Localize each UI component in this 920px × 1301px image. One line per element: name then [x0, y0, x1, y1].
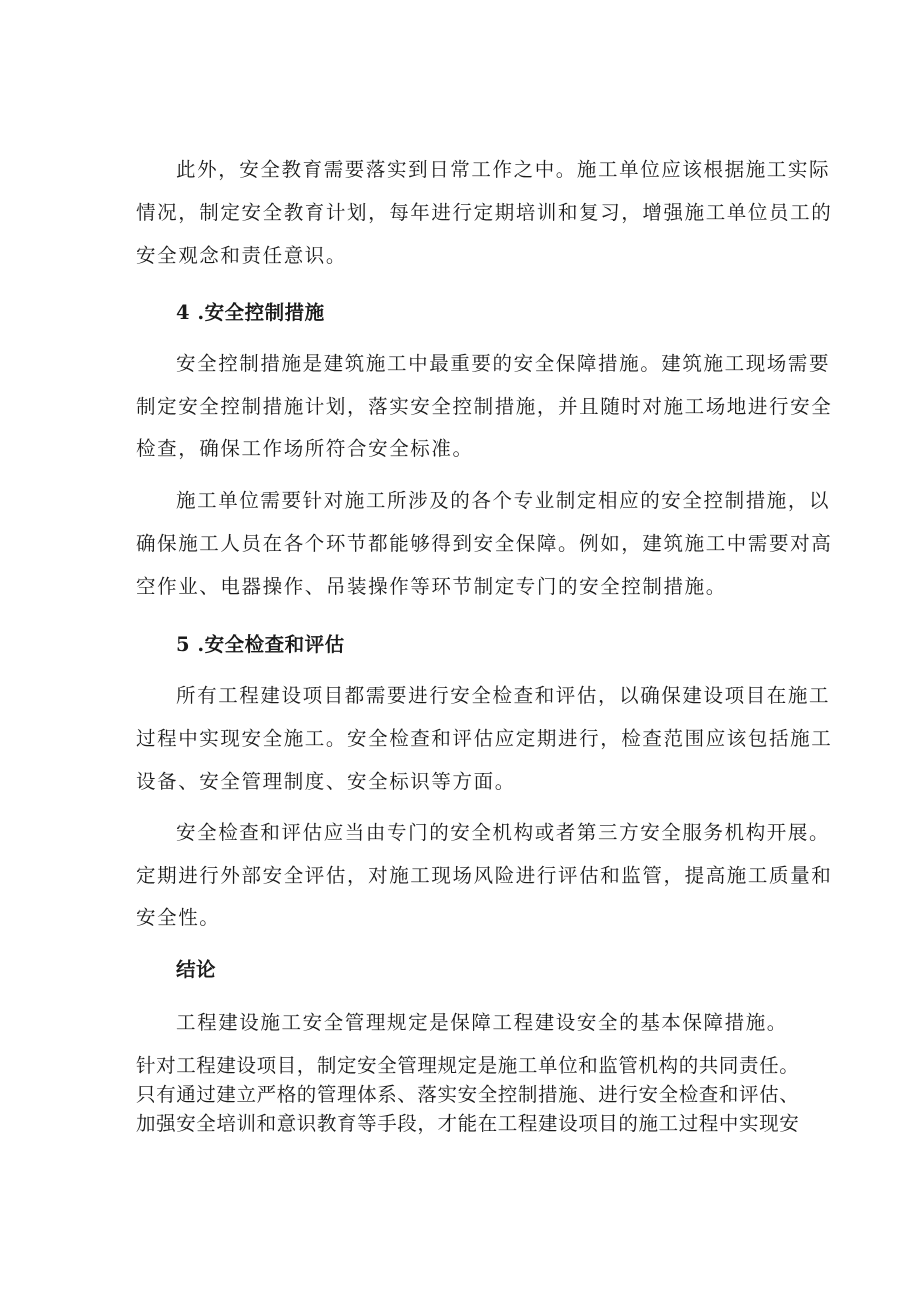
- paragraph-1-line-1: 此外，安全教育需要落实到日常工作之中。施工单位应该根据施工实际: [176, 158, 831, 181]
- paragraph-7-line-2: 只有通过建立严格的管理体系、落实安全控制措施、进行安全检查和评估、: [136, 1083, 800, 1106]
- paragraph-2-line-3: 检查，确保工作场所符合安全标准。: [136, 437, 474, 460]
- paragraph-2-line-1: 安全控制措施是建筑施工中最重要的安全保障措施。建筑施工现场需要: [176, 352, 831, 375]
- section-heading-5: 5 .安全检查和评估: [176, 633, 345, 656]
- paragraph-3-line-3: 空作业、电器操作、吊装操作等环节制定专门的安全控制措施。: [136, 575, 727, 598]
- conclusion-heading: 结论: [176, 958, 217, 981]
- paragraph-4-line-2: 过程中实现安全施工。安全检查和评估应定期进行，检查范围应该包括施工: [136, 727, 833, 750]
- section-heading-4: 4 .安全控制措施: [176, 301, 325, 324]
- paragraph-7-line-3: 加强安全培训和意识教育等手段，才能在工程建设项目的施工过程中实现安: [136, 1112, 800, 1135]
- paragraph-7-line-1: 针对工程建设项目，制定安全管理规定是施工单位和监管机构的共同责任。: [136, 1054, 800, 1077]
- paragraph-4-line-3: 设备、安全管理制度、安全标识等方面。: [136, 770, 516, 793]
- paragraph-3-line-1: 施工单位需要针对施工所涉及的各个专业制定相应的安全控制措施，以: [176, 489, 831, 512]
- paragraph-6-line-1: 工程建设施工安全管理规定是保障工程建设安全的基本保障措施。: [176, 1011, 788, 1034]
- paragraph-5-line-3: 安全性。: [136, 906, 221, 929]
- paragraph-1-line-3: 安全观念和责任意识。: [136, 244, 348, 267]
- paragraph-3-line-2: 确保施工人员在各个环节都能够得到安全保障。例如，建筑施工中需要对高: [136, 532, 833, 555]
- paragraph-2-line-2: 制定安全控制措施计划，落实安全控制措施，并且随时对施工场地进行安全: [136, 395, 833, 418]
- paragraph-4-line-1: 所有工程建设项目都需要进行安全检查和评估，以确保建设项目在施工: [176, 684, 831, 707]
- paragraph-5-line-1: 安全检查和评估应当由专门的安全机构或者第三方安全服务机构开展。: [176, 821, 831, 844]
- paragraph-5-line-2: 定期进行外部安全评估，对施工现场风险进行评估和监管，提高施工质量和: [136, 864, 833, 887]
- paragraph-1-line-2: 情况，制定安全教育计划，每年进行定期培训和复习，增强施工单位员工的: [136, 201, 833, 224]
